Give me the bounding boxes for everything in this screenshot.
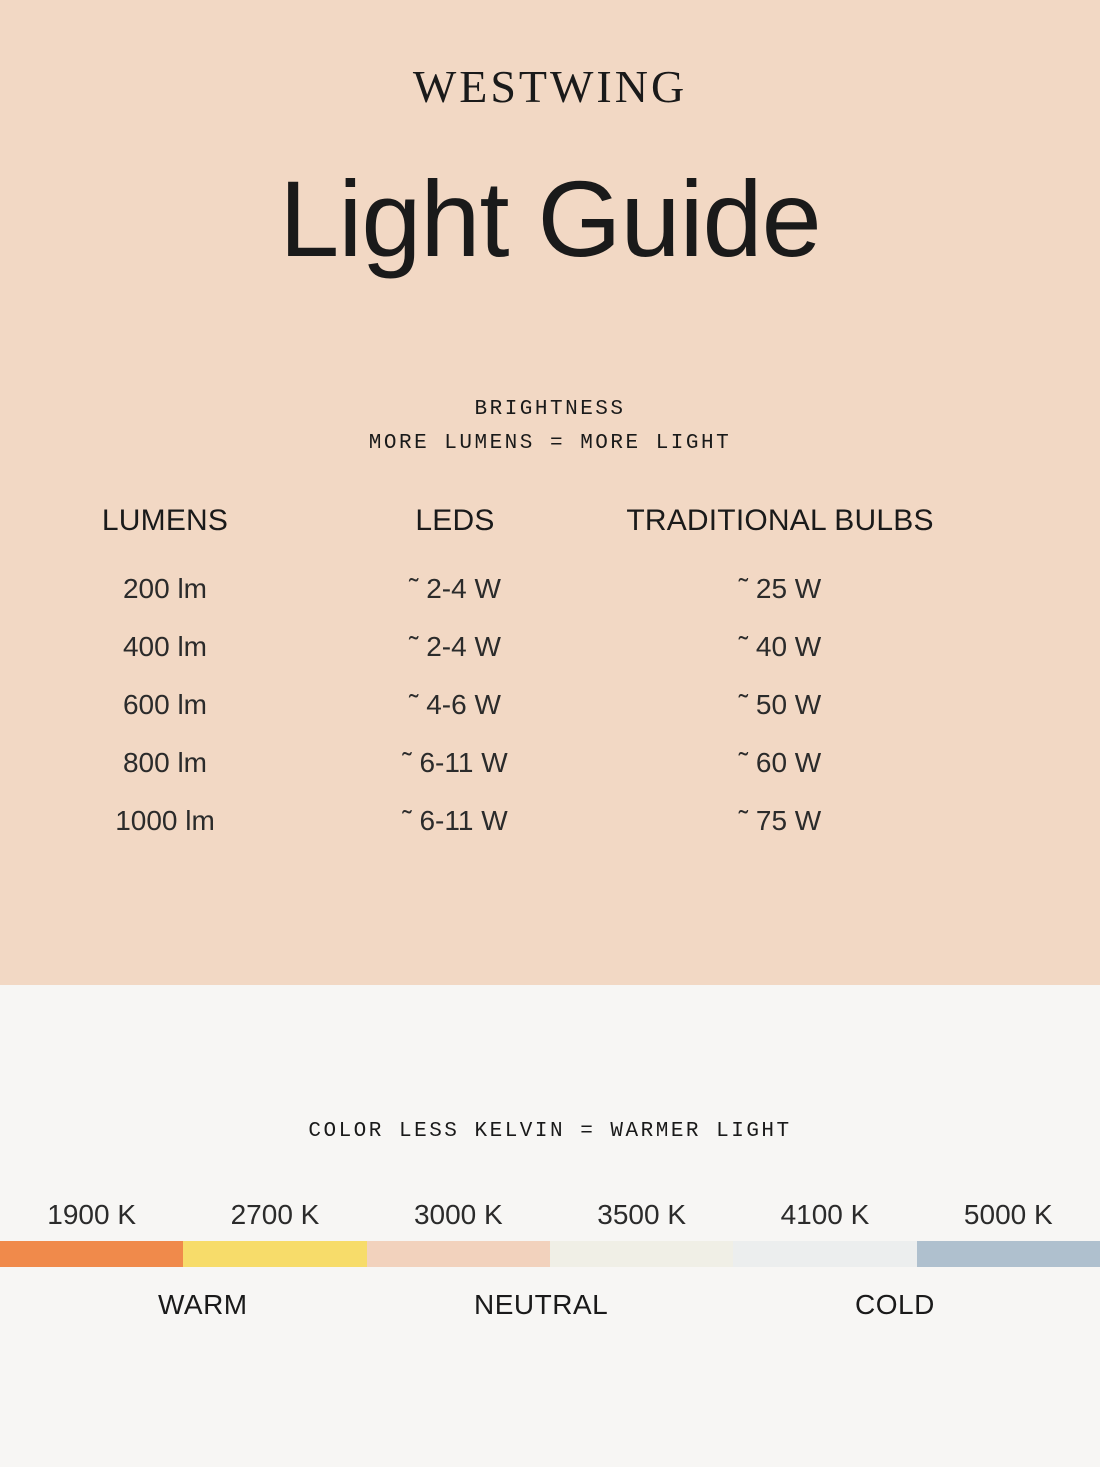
cell-bulbs: ˜ 40 W bbox=[738, 631, 822, 663]
color-section bbox=[0, 985, 1100, 1467]
table-row bbox=[0, 560, 1100, 618]
zone-label-warm: WARM bbox=[158, 1288, 248, 1320]
column-header-lumens: LUMENS bbox=[101, 504, 229, 538]
cell-lumens: 1000 lm bbox=[115, 805, 215, 837]
brightness-table bbox=[0, 504, 1100, 850]
gradient-segment-5000k bbox=[917, 1241, 1100, 1267]
kelvin-label: 3500 K bbox=[597, 1198, 687, 1230]
brightness-caption-line2: MORE LUMENS = MORE LIGHT bbox=[368, 431, 732, 455]
brightness-caption bbox=[0, 393, 1100, 460]
cell-lumens: 600 lm bbox=[122, 689, 208, 721]
color-caption-line2: LESS KELVIN = WARMER LIGHT bbox=[398, 1120, 792, 1143]
table-row bbox=[0, 618, 1100, 676]
gradient-segment-3500k bbox=[550, 1241, 733, 1267]
table-row bbox=[0, 676, 1100, 734]
table-header-row bbox=[0, 504, 1100, 560]
table-row bbox=[0, 734, 1100, 792]
color-temperature-bar bbox=[0, 1241, 1100, 1267]
kelvin-label: 4100 K bbox=[780, 1198, 870, 1230]
kelvin-label: 5000 K bbox=[963, 1198, 1053, 1230]
table-body bbox=[0, 560, 1100, 850]
brightness-caption-line1: BRIGHTNESS bbox=[474, 398, 626, 421]
page-title: Light Guide bbox=[279, 158, 821, 279]
column-header-traditional-bulbs: TRADITIONAL BULBS bbox=[626, 504, 934, 538]
cell-leds: ˜ 2-4 W bbox=[409, 573, 501, 605]
cell-bulbs: ˜ 50 W bbox=[738, 689, 822, 721]
brand-logo: WESTWING bbox=[412, 61, 688, 112]
cell-leds: ˜ 4-6 W bbox=[409, 689, 501, 721]
cell-bulbs: ˜ 60 W bbox=[738, 747, 822, 779]
cell-bulbs: ˜ 25 W bbox=[738, 573, 822, 605]
cell-bulbs: ˜ 75 W bbox=[738, 805, 822, 837]
cell-lumens: 800 lm bbox=[122, 747, 208, 779]
cell-leds: ˜ 2-4 W bbox=[409, 631, 501, 663]
kelvin-label: 2700 K bbox=[230, 1198, 320, 1230]
gradient-segment-2700k bbox=[183, 1241, 366, 1267]
zone-label-cold: COLD bbox=[855, 1288, 935, 1320]
color-caption bbox=[0, 985, 1100, 1149]
temperature-zone-labels bbox=[0, 1289, 1100, 1349]
gradient-segment-4100k bbox=[733, 1241, 916, 1267]
kelvin-scale-labels bbox=[0, 1199, 1100, 1231]
column-header-leds: LEDS bbox=[415, 504, 495, 538]
kelvin-label: 3000 K bbox=[413, 1198, 503, 1230]
cell-lumens: 200 lm bbox=[122, 573, 208, 605]
cell-leds: ˜ 6-11 W bbox=[402, 805, 508, 837]
zone-label-neutral: NEUTRAL bbox=[474, 1288, 609, 1320]
color-caption-line1: COLOR bbox=[308, 1120, 384, 1143]
cell-lumens: 400 lm bbox=[122, 631, 208, 663]
gradient-segment-1900k bbox=[0, 1241, 183, 1267]
gradient-segment-3000k bbox=[367, 1241, 550, 1267]
cell-leds: ˜ 6-11 W bbox=[402, 747, 508, 779]
table-row bbox=[0, 792, 1100, 850]
kelvin-label: 1900 K bbox=[47, 1198, 137, 1230]
